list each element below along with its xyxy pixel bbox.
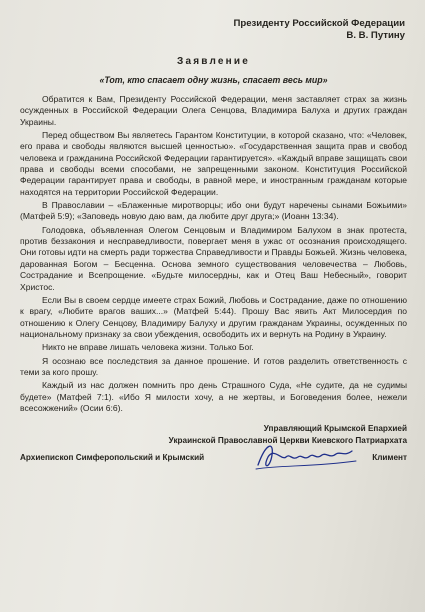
paragraph: Обратится к Вам, Президенту Российской Федерации, меня заставляет страх за жизнь осужденных в Российской Федерации Олега Сенцова, Владимира Балуха и других граждан Украины. xyxy=(20,94,407,127)
addressee-name: В. В. Путину xyxy=(346,30,405,41)
paragraph: Перед обществом Вы являетесь Гарантом Конституции, в которой сказано, что: «Человек, его права и свободы являются высшей ценностью». «Государственная защита прав и свобод человека и гражданина Российской Федерации гарантируется». «Каждый вправе защищать свои права и свободы всеми способами, не запрещенными законом. Конституция Российской Федерации гарантирует права и свободы, в равной мере, и иностранным гражданам которые находятся на территории Российской Федерации. xyxy=(20,130,407,197)
signatory-line xyxy=(20,453,407,462)
signatory-name: Климент xyxy=(372,453,407,463)
paragraph: В Православии – «Блаженные миротворцы; ибо они будут наречены сынами Божьими» (Матфей 5:9); «Заповедь новую даю вам, да любите друг друга;» (Иоанн 13:34). xyxy=(20,200,407,222)
addressee-line: Президенту Российской Федерации xyxy=(233,18,405,29)
paragraph: Голодовка, объявленная Олегом Сенцовым и Владимиром Балухом в знак протеста, против беззакония и несправедливости, повергает меня в ужас от осознания происходящего. Они готовы идти на смерть ради торжества Справедливости и Правды Божьей. Жизнь человека, дарованная Богом – Бесценна. Основа земного существования человечества – Любовь, Сострадание и Всепрощение. «Будьте милосердны, как и Отец Ваш Небесный», говорит Христос. xyxy=(20,224,407,292)
paragraph: Каждый из нас должен помнить про день Страшного Суда, «Не судите, да не судимы будете» (Матфей 7:1). «Ибо Я милости хочу, а не жертвы, и Боговедения более, нежели всесожжений» (Осии 6:6). xyxy=(20,380,407,413)
epigraph: «Тот, кто спасает одну жизнь, спасает весь мир» xyxy=(99,75,328,85)
handwritten-signature xyxy=(252,439,362,473)
signatory-church-line: Украинской Православной Церкви Киевского Патриархата xyxy=(168,436,407,446)
paragraph: Если Вы в своем сердце имеете страх Божий, Любовь и Сострадание, даже по отношению к врагу, «Любите врагов ваших...» (Матфей 5:44). Прошу Вас явить Акт Милосердия по отношению к Олегу Сенцову, Владимиру Балуху и другим гражданам Украины, осужденных по национальному признаку за свои убеждения, освободить их и вернуть на Родину в Украину. xyxy=(20,294,407,339)
signatory-title: Архиепископ Симферопольский и Крымский xyxy=(20,453,205,463)
addressee-block xyxy=(20,18,407,42)
paragraph: Никто не вправе лишать человека жизни. Только Бог. xyxy=(42,342,254,353)
signatory-position-line: Управляющий Крымской Епархией xyxy=(263,424,407,434)
document-title: Заявление xyxy=(176,56,250,67)
paragraph: Я осознаю все последствия за данное прошение. И готов разделить ответственность с теми за кого прошу. xyxy=(20,355,407,377)
statement-body xyxy=(20,94,407,414)
